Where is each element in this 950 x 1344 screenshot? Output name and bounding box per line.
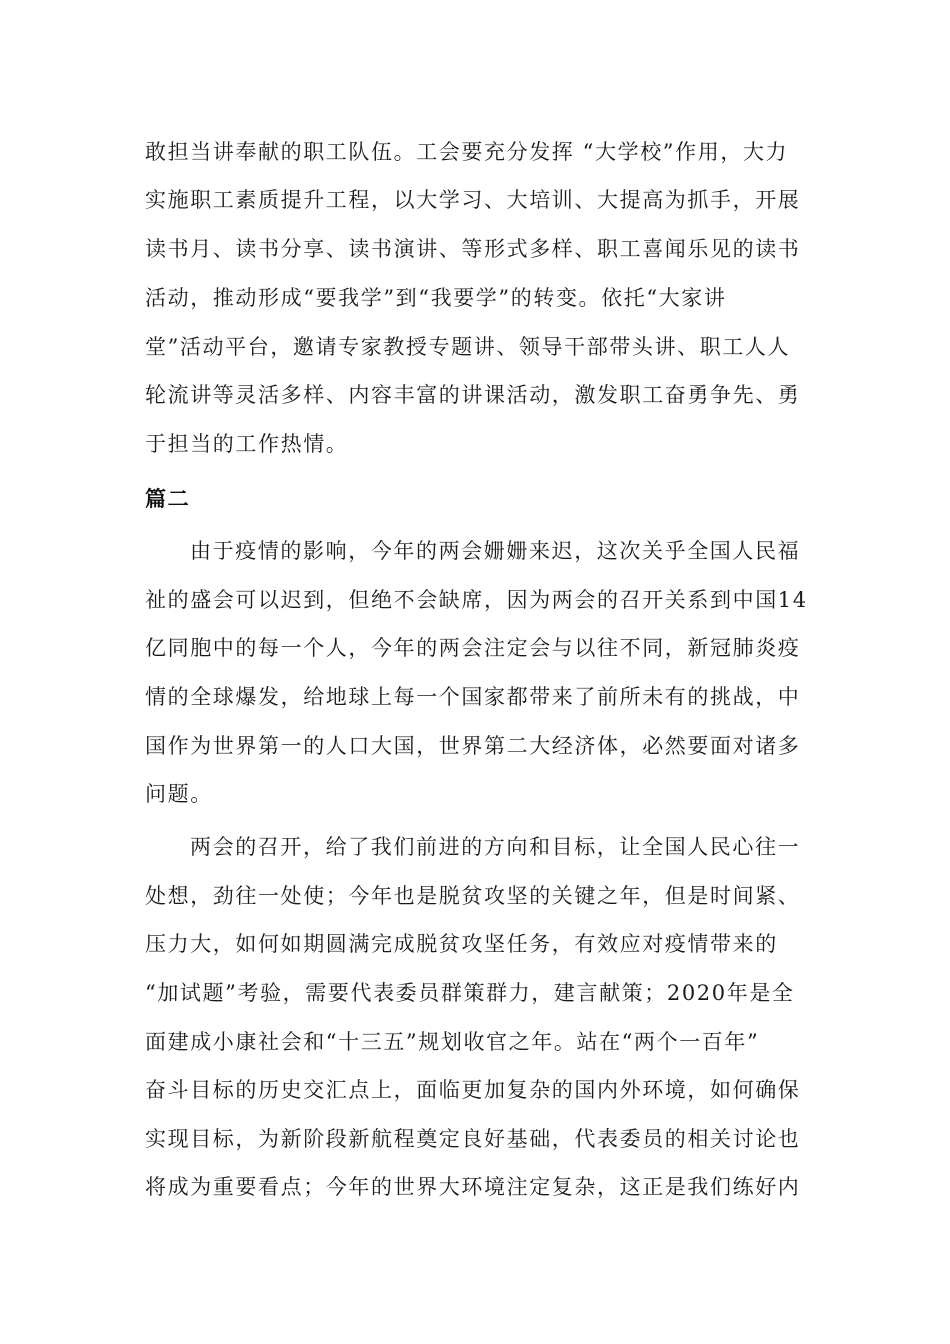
paragraph-line: 堂”活动平台，邀请专家教授专题讲、领导干部带头讲、职工人人: [145, 335, 791, 359]
paragraph-line: 活动，推动形成“要我学”到“我要学”的转变。依托“大家讲: [145, 286, 727, 310]
paragraph-line: 读书月、读书分享、读书演讲、等形式多样、职工喜闻乐见的读书: [145, 237, 801, 261]
paragraph-line: 两会的召开，给了我们前进的方向和目标，让全国人民心往一: [190, 835, 801, 859]
paragraph-line: 面建成小康社会和“十三五”规划收官之年。站在“两个一百年”: [145, 1030, 760, 1054]
paragraph-line: 祉的盛会可以迟到，但绝不会缺席，因为两会的召开关系到中国14: [145, 588, 808, 612]
paragraph-line: 处想，劲往一处使；今年也是脱贫攻坚的关键之年，但是时间紧、: [145, 884, 801, 908]
paragraph-line: 将成为重要看点；今年的世界大环境注定复杂，这正是我们练好内: [145, 1175, 801, 1199]
section-heading: 篇二: [145, 486, 191, 511]
paragraph-line: 实现目标，为新阶段新航程奠定良好基础，代表委员的相关讨论也: [145, 1127, 801, 1151]
paragraph-line: 压力大，如何如期圆满完成脱贫攻坚任务，有效应对疫情带来的: [145, 932, 778, 956]
paragraph-line: 问题。: [145, 782, 213, 806]
paragraph-line: 情的全球爆发，给地球上每一个国家都带来了前所未有的挑战，中: [145, 685, 801, 709]
paragraph-line: 于担当的工作热情。: [145, 432, 349, 456]
paragraph-line: 由于疫情的影响，今年的两会姗姗来迟，这次关乎全国人民福: [190, 539, 801, 563]
paragraph-line: 实施职工素质提升工程，以大学习、大培训、大提高为抓手，开展: [145, 188, 801, 212]
paragraph-line: 敢担当讲奉献的职工队伍。工会要充分发挥 “大学校”作用，大力: [145, 140, 789, 164]
paragraph-line: 轮流讲等灵活多样、内容丰富的讲课活动，激发职工奋勇争先、勇: [145, 383, 801, 407]
paragraph-line: 亿同胞中的每一个人，今年的两会注定会与以往不同，新冠肺炎疫: [145, 636, 801, 660]
paragraph-line: 国作为世界第一的人口大国，世界第二大经济体，必然要面对诸多: [145, 734, 801, 758]
paragraph-line: “加试题”考验，需要代表委员群策群力，建言献策；2020年是全: [145, 981, 795, 1005]
paragraph-line: 奋斗目标的历史交汇点上，面临更加复杂的国内外环境，如何确保: [145, 1078, 801, 1102]
